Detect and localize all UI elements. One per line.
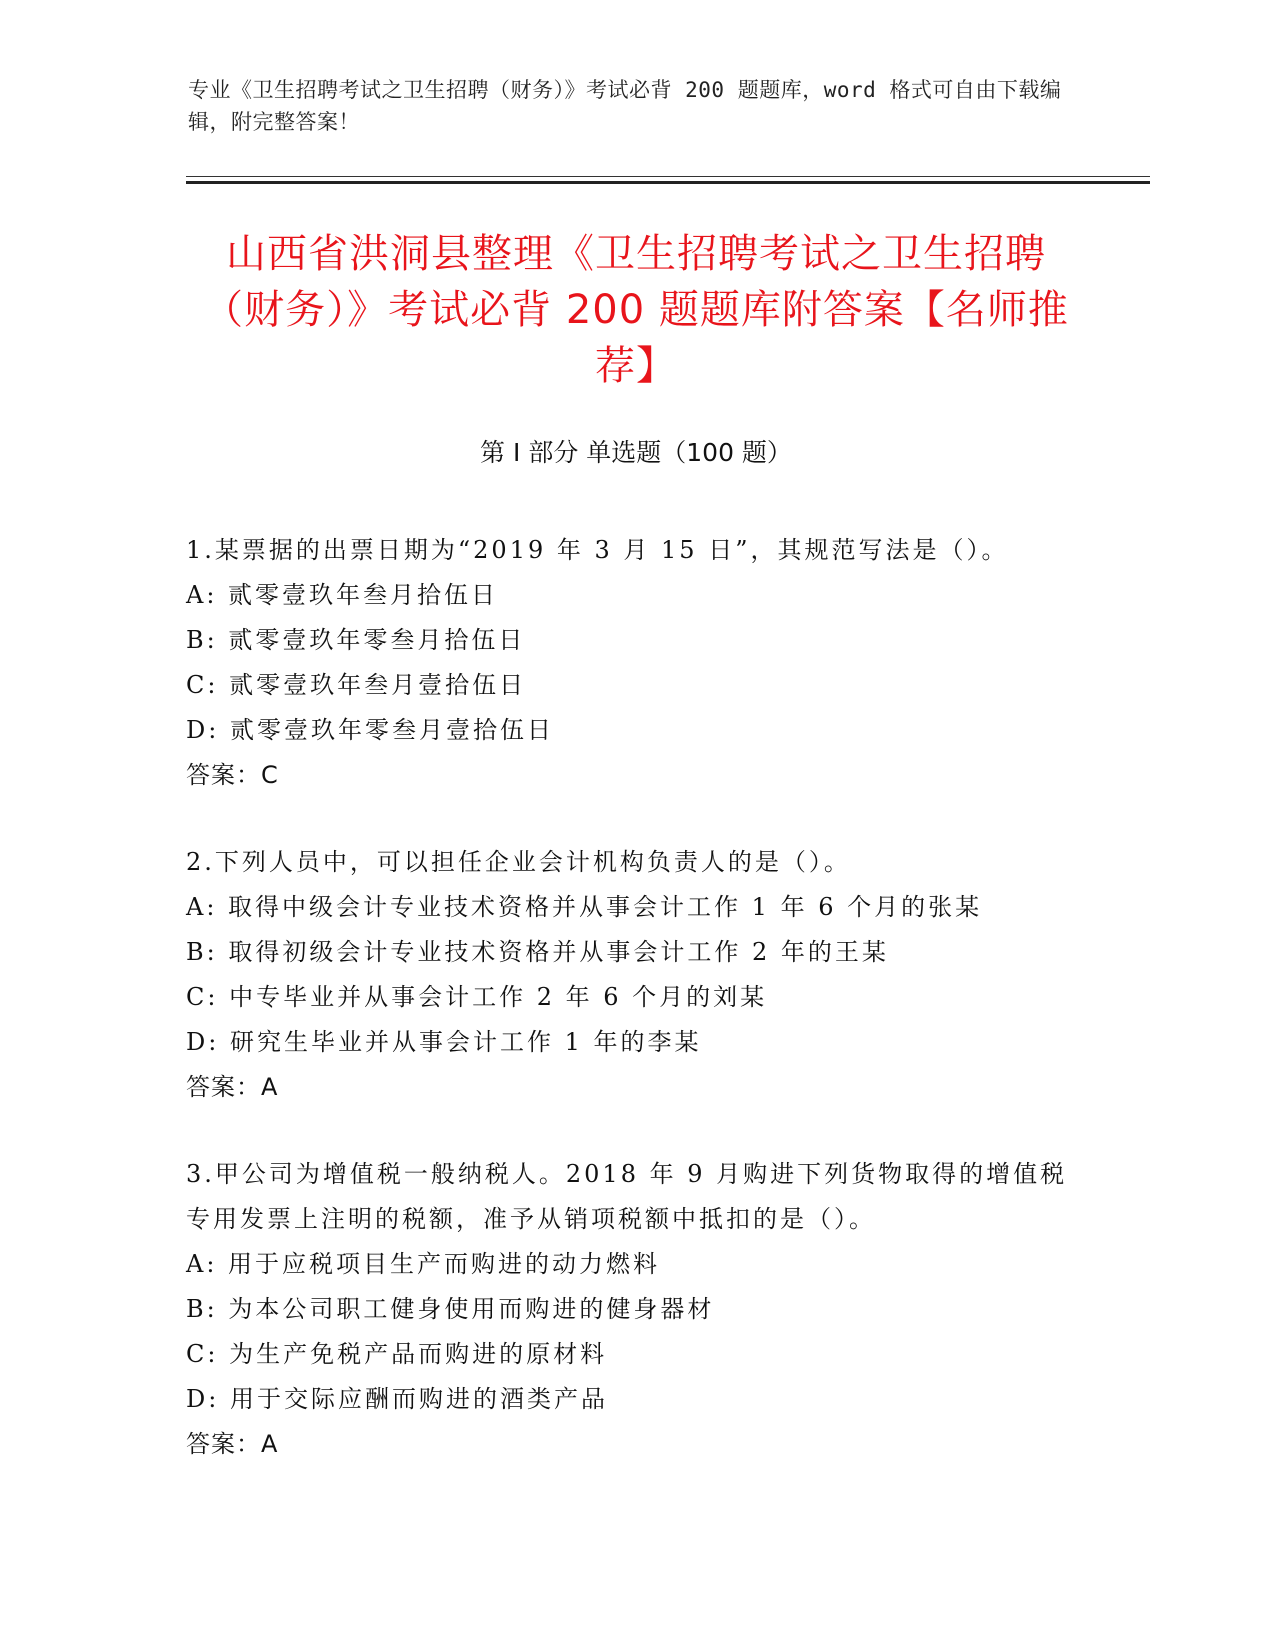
question-item <box>186 528 1086 798</box>
answer-line: 答案：C <box>186 761 279 789</box>
header-divider-thin <box>186 176 1150 177</box>
section-title: 第 I 部分 单选题（100 题） <box>480 438 792 467</box>
option-a: A: 用于应税项目生产而购进的动力燃料 <box>186 1250 661 1278</box>
question-stem: 3.甲公司为增值税一般纳税人。2018 年 9 月购进下列货物取得的增值税专用发票上注明的税额，准予从销项税额中抵扣的是（）。 <box>186 1160 1068 1233</box>
question-stem: 2.下列人员中，可以担任企业会计机构负责人的是（）。 <box>186 848 851 876</box>
question-spacer <box>186 1110 1086 1152</box>
answer-line: 答案：A <box>186 1430 279 1458</box>
header-note: 专业《卫生招聘考试之卫生招聘（财务）》考试必背 200 题题库，word 格式可自由下载编辑，附完整答案！ <box>188 78 1062 134</box>
option-c: C: 贰零壹玖年叁月壹拾伍日 <box>186 671 527 699</box>
option-c: C: 为生产免税产品而购进的原材料 <box>186 1340 608 1368</box>
question-list <box>186 528 1086 1467</box>
header-divider-thick <box>186 181 1150 184</box>
option-a: A: 贰零壹玖年叁月拾伍日 <box>186 581 499 609</box>
option-d: D: 用于交际应酬而购进的酒类产品 <box>186 1385 608 1413</box>
question-item <box>186 1152 1086 1467</box>
option-d: D: 贰零壹玖年零叁月壹拾伍日 <box>186 716 554 744</box>
option-d: D: 研究生毕业并从事会计工作 1 年的李某 <box>186 1028 702 1056</box>
option-b: B: 取得初级会计专业技术资格并从事会计工作 2 年的王某 <box>186 938 889 966</box>
option-b: B: 为本公司职工健身使用而购进的健身器材 <box>186 1295 715 1323</box>
answer-line: 答案：A <box>186 1073 279 1101</box>
option-b: B: 贰零壹玖年零叁月拾伍日 <box>186 626 526 654</box>
question-stem: 1.某票据的出票日期为“2019 年 3 月 15 日”，其规范写法是（）。 <box>186 536 1009 564</box>
option-c: C: 中专毕业并从事会计工作 2 年 6 个月的刘某 <box>186 983 768 1011</box>
option-a: A: 取得中级会计专业技术资格并从事会计工作 1 年 6 个月的张某 <box>186 893 983 921</box>
question-spacer <box>186 798 1086 840</box>
question-item <box>186 840 1086 1110</box>
document-title: 山西省洪洞县整理《卫生招聘考试之卫生招聘（财务）》考试必背 200 题题库附答案【名师推荐】 <box>203 231 1069 389</box>
